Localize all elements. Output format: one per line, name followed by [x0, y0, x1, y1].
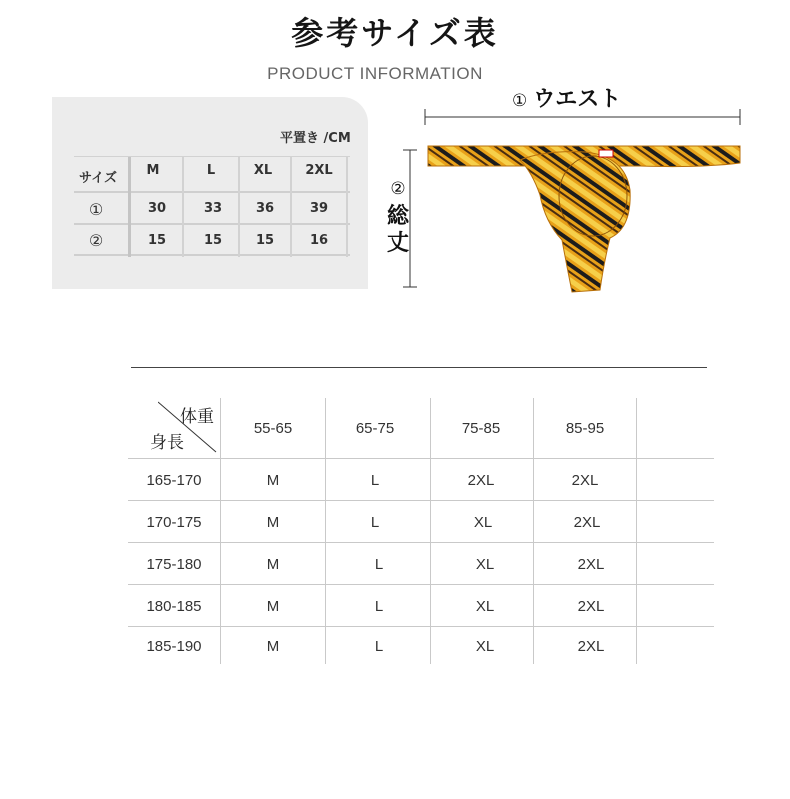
table-row-divider	[128, 500, 714, 501]
size-recommendation: L	[370, 472, 380, 489]
size-value: 15	[255, 233, 275, 248]
waist-label: ① ウエスト	[512, 87, 622, 112]
weight-header: 体重	[180, 407, 214, 427]
table-row-divider	[128, 584, 714, 585]
size-recommendation: 2XL	[577, 638, 605, 655]
size-recommendation: L	[374, 598, 384, 615]
page-subtitle: PRODUCT INFORMATION	[267, 64, 483, 83]
size-recommendation: L	[374, 556, 384, 573]
table-row-divider	[128, 626, 714, 627]
size-recommendation-table	[128, 398, 716, 664]
table-row-divider	[128, 542, 714, 543]
table-col-divider	[533, 398, 534, 664]
size-recommendation: M	[266, 638, 280, 655]
size-value: 30	[147, 201, 167, 216]
weight-col-header: 55-65	[253, 420, 293, 437]
size-recommendation: 2XL	[573, 514, 601, 531]
table-col-divider	[325, 398, 326, 664]
size-recommendation: XL	[475, 638, 495, 655]
size-row-label: ①	[88, 200, 104, 219]
height-header: 身長	[150, 433, 184, 453]
weight-col-header: 75-85	[461, 420, 501, 437]
height-row-label: 165-170	[146, 472, 202, 489]
weight-col-header: 85-95	[565, 420, 605, 437]
table-col-divider	[636, 398, 637, 664]
size-recommendation: 2XL	[577, 556, 605, 573]
weight-col-header: 65-75	[355, 420, 395, 437]
product-illustration	[0, 0, 790, 320]
size-value: 15	[203, 233, 223, 248]
unit-label: 平置き /CM	[280, 131, 351, 146]
table-col-divider	[220, 398, 221, 664]
size-recommendation: XL	[475, 598, 495, 615]
size-recommendation: 2XL	[467, 472, 495, 489]
size-col-header: XL	[253, 163, 273, 178]
height-row-label: 170-175	[146, 514, 202, 531]
table-col-divider	[430, 398, 431, 664]
size-row-header: サイズ	[79, 171, 117, 186]
size-col-header: M	[146, 163, 160, 178]
size-recommendation: M	[266, 598, 280, 615]
size-recommendation: XL	[473, 514, 493, 531]
length-label: ② 総 丈	[386, 179, 409, 256]
size-recommendation: L	[374, 638, 384, 655]
size-recommendation: 2XL	[571, 472, 599, 489]
size-row-label: ②	[88, 231, 104, 250]
page-title: 参考サイズ表	[291, 14, 499, 52]
size-col-header: 2XL	[305, 163, 333, 178]
size-recommendation: XL	[475, 556, 495, 573]
height-row-label: 180-185	[146, 598, 202, 615]
size-value: 16	[309, 233, 329, 248]
size-value: 39	[309, 201, 329, 216]
size-recommendation: 2XL	[577, 598, 605, 615]
size-recommendation: M	[266, 514, 280, 531]
brand-tag	[599, 150, 613, 157]
height-row-label: 175-180	[146, 556, 202, 573]
size-recommendation: L	[370, 514, 380, 531]
section-divider	[131, 367, 707, 368]
size-value: 33	[203, 201, 223, 216]
size-value: 36	[255, 201, 275, 216]
size-value: 15	[147, 233, 167, 248]
size-recommendation: M	[266, 556, 280, 573]
table-row-divider	[128, 458, 714, 459]
size-recommendation: M	[266, 472, 280, 489]
size-col-header: L	[206, 163, 216, 178]
height-row-label: 185-190	[146, 638, 202, 655]
